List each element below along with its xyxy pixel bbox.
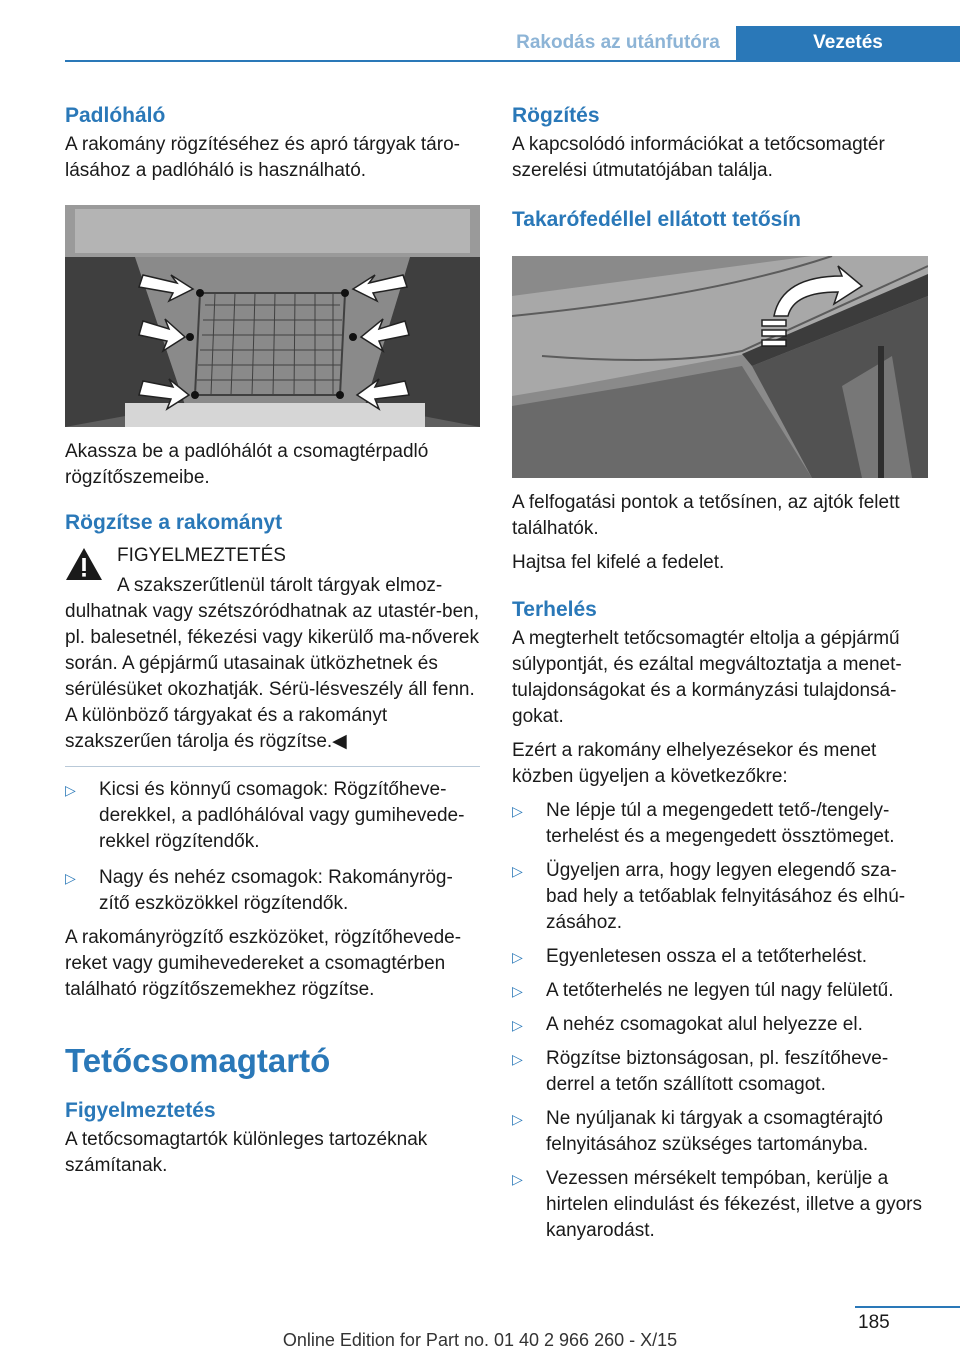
mounting-text: A kapcsolódó információkat a tetőcsomagtér szerelési útmutatójában találja. xyxy=(512,134,885,181)
mounting-heading: Rögzítés xyxy=(512,104,600,127)
roof-rail-caption: A felfogatási pontok a tetősínen, az ajtók felett találhatók. xyxy=(512,492,900,539)
right-column xyxy=(512,100,928,1244)
roof-warning-heading: Figyelmeztetés xyxy=(65,1099,216,1122)
list-item xyxy=(512,978,928,1004)
roof-rail-instruction: Hajtsa fel kifelé a fedelet. xyxy=(512,552,725,573)
edition-footer: Online Edition for Part no. 01 40 2 966 260 - X/15 xyxy=(282,1330,678,1350)
list-item-text: Vezessen mérsékelt tempóban, kerülje a hirtelen elindulást és fékezést, illetve a gyors kanyarodást. xyxy=(546,1168,922,1241)
list-item xyxy=(512,1012,928,1038)
header-section-title: Rakodás az utánfutóra xyxy=(516,32,720,53)
bullet-arrow-icon: ▷ xyxy=(512,949,523,965)
floor-net-caption: Akassza be a padlóhálót a csomagtérpadló rögzítőszemeibe. xyxy=(65,441,429,488)
floor-net-text: A rakomány rögzítéséhez és apró tárgyak táro-lásához a padlóháló is használható. xyxy=(65,134,460,181)
warning-title: FIGYELMEZTETÉS xyxy=(117,545,286,566)
bullet-arrow-icon: ▷ xyxy=(65,870,76,886)
divider xyxy=(65,766,480,767)
list-item xyxy=(65,865,480,917)
list-item-text: A nehéz csomagokat alul helyezze el. xyxy=(546,1014,863,1035)
trunk-net-photo xyxy=(65,205,480,427)
bullet-arrow-icon: ▷ xyxy=(512,1017,523,1033)
warning-text: dulhatnak vagy szétszóródhatnak az utastér-ben, pl. balesetnél, fékezési vagy kikerülő ma-nőverek során. A gépjármű utasainak ütközhetnek és sérülésüket okozhatják. Sérü-lésveszély áll fenn. A különböző tárgyakat és a rakományt szakszerűen tárolja és rögzítse.◀ xyxy=(65,601,480,752)
bullet-arrow-icon: ▷ xyxy=(512,1111,523,1127)
list-item-text: Rögzítse biztonságosan, pl. feszítőheve-derrel a tetőn szállított csomagot. xyxy=(546,1048,889,1095)
bullet-arrow-icon: ▷ xyxy=(512,983,523,999)
load-heading: Terhelés xyxy=(512,598,597,621)
secure-load-heading: Rögzítse a rakományt xyxy=(65,511,283,534)
roof-rail-heading: Takarófedéllel ellátott tetősín xyxy=(512,208,802,231)
left-column xyxy=(65,100,480,1179)
warning-block xyxy=(65,543,480,755)
bullet-arrow-icon: ▷ xyxy=(512,863,523,879)
header-chapter-tab: Vezetés xyxy=(736,26,960,62)
warning-text-first-line: A szakszerűtlenül tárolt tárgyak elmoz- xyxy=(117,575,443,596)
list-item-text: A tetőterhelés ne legyen túl nagy felületű. xyxy=(546,980,894,1001)
list-item xyxy=(512,1106,928,1158)
bullet-arrow-icon: ▷ xyxy=(512,1051,523,1067)
roof-rail-photo xyxy=(512,256,928,478)
list-item xyxy=(512,858,928,936)
after-list-text: A rakományrögzítő eszközöket, rögzítőhevede-reket vagy gumihevedereket a csomagtérben található rögzítőszemekhez rögzítse. xyxy=(65,927,462,1000)
list-item-text: Ne lépje túl a megengedett tető-/tengely-terhelést és a megengedett össztömeget. xyxy=(546,800,895,847)
warning-triangle-icon xyxy=(65,547,103,581)
bullet-arrow-icon: ▷ xyxy=(512,803,523,819)
roof-rack-heading: Tetőcsomagtartó xyxy=(65,1042,331,1079)
right-bullet-list xyxy=(512,798,928,1244)
list-item-text: Ügyeljen arra, hogy legyen elegendő sza-bad hely a tetőablak felnyitásához és elhú-zásához. xyxy=(546,860,906,933)
trunk-net-illustration xyxy=(65,205,480,427)
page-number-rule xyxy=(855,1306,960,1308)
roof-rail-illustration xyxy=(512,256,928,478)
list-item-text: Nagy és nehéz csomagok: Rakományrög-zítő eszközökkel rögzítendők. xyxy=(99,867,453,914)
list-item xyxy=(512,1166,928,1244)
list-item xyxy=(512,944,928,970)
floor-net-heading: Padlóháló xyxy=(65,104,166,127)
left-bullet-list xyxy=(65,777,480,917)
header-rule xyxy=(65,60,960,62)
list-item xyxy=(512,798,928,850)
page-number: 185 xyxy=(858,1312,890,1333)
list-item xyxy=(65,777,480,855)
bullet-arrow-icon: ▷ xyxy=(512,1171,523,1187)
load-text-2: Ezért a rakomány elhelyezésekor és menet közben ügyeljen a következőkre: xyxy=(512,740,877,787)
list-item-text: Ne nyúljanak ki tárgyak a csomagtérajtó felnyitásához szükséges tartományba. xyxy=(546,1108,883,1155)
roof-warning-text: A tetőcsomagtartók különleges tartozéknak számítanak. xyxy=(65,1129,428,1176)
load-text: A megterhelt tetőcsomagtér eltolja a gépjármű súlypontját, és ezáltal megváltoztatja a menet-tulajdonságokat és a kormányzási tulajdonsá-gokat. xyxy=(512,628,902,727)
list-item xyxy=(512,1046,928,1098)
list-item-text: Kicsi és könnyű csomagok: Rögzítőheve-derekkel, a padlóhálóval vagy gumihevede-rekkel rögzítendők. xyxy=(99,779,465,852)
bullet-arrow-icon: ▷ xyxy=(65,782,76,798)
list-item-text: Egyenletesen ossza el a tetőterhelést. xyxy=(546,946,868,967)
